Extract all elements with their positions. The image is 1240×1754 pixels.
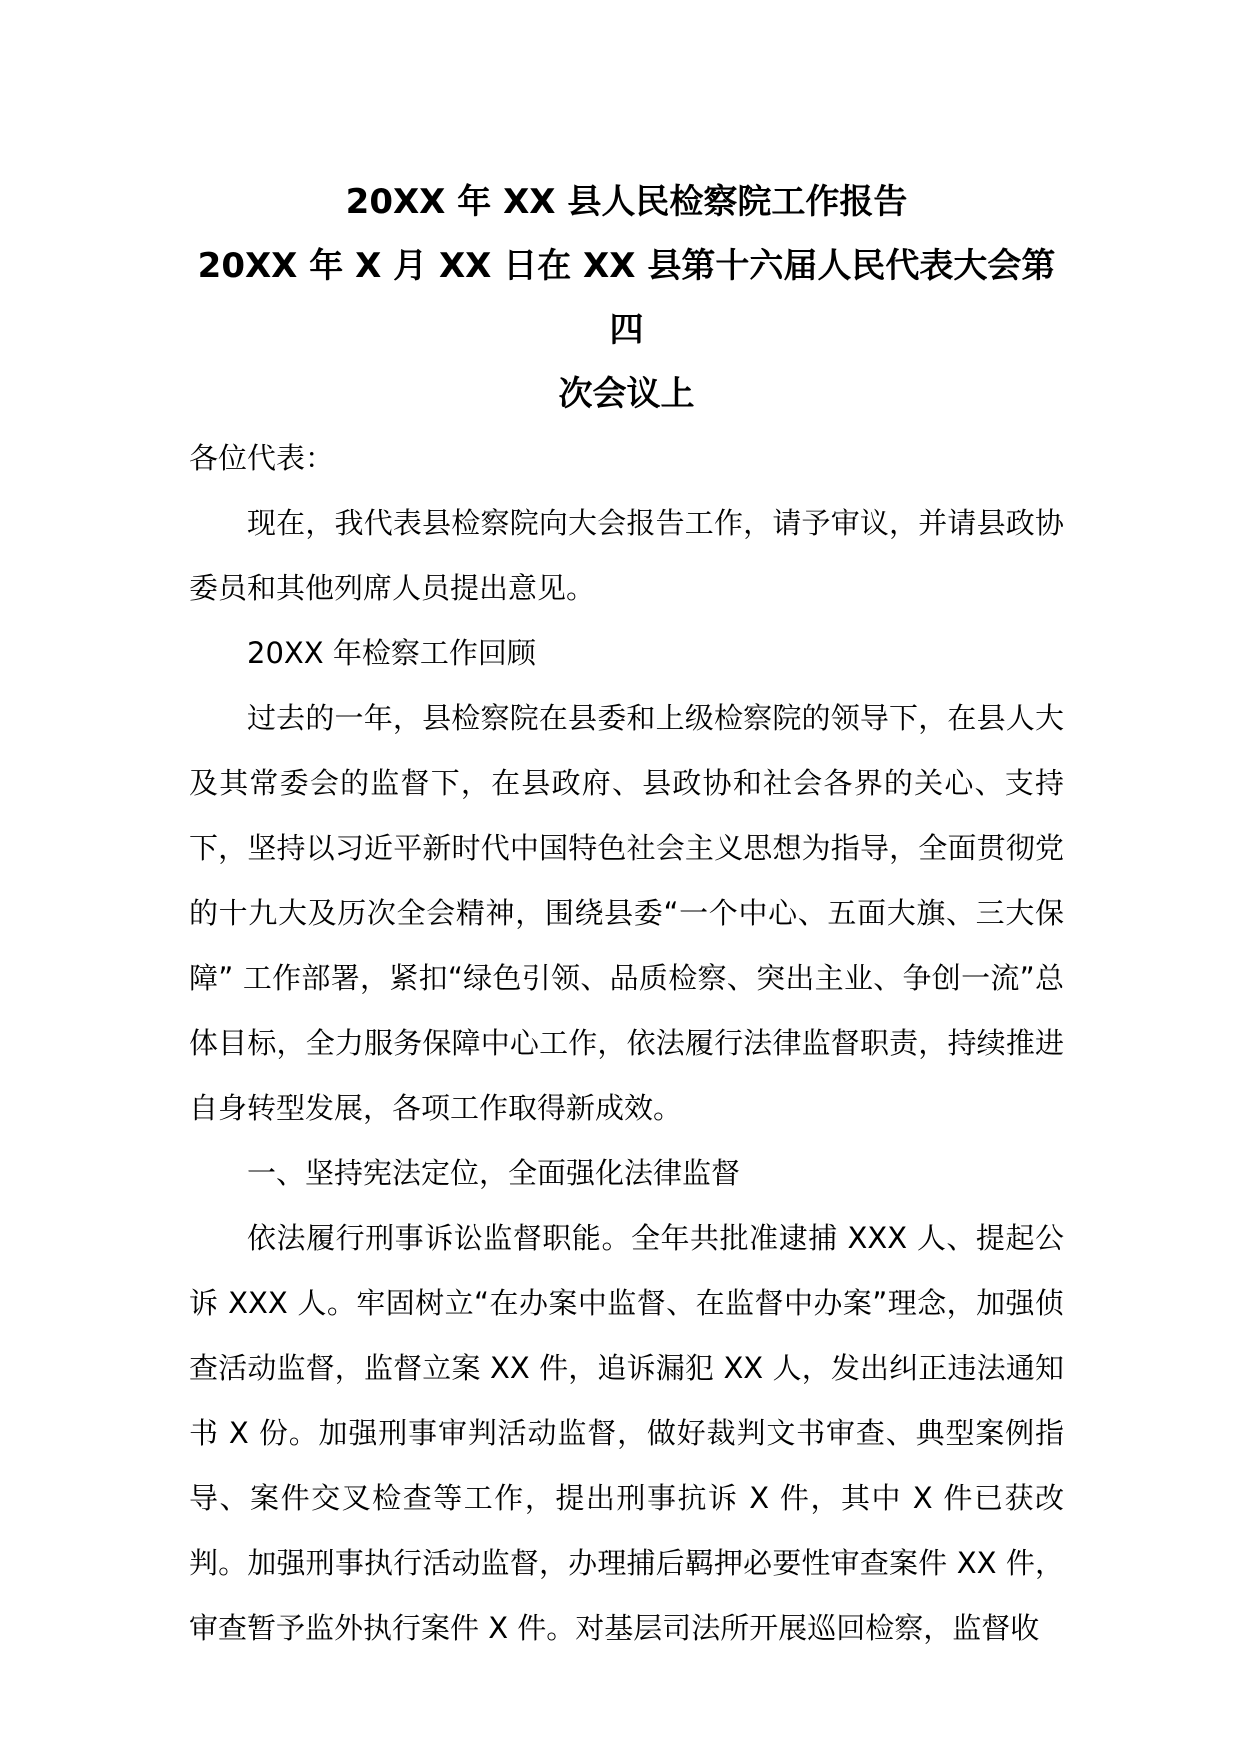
section-heading-1: 一、坚持宪法定位，全面强化法律监督: [247, 1156, 741, 1190]
title-line: 20XX 年 XX 县人民检察院工作报告: [345, 182, 908, 222]
intro-paragraph: 现在，我代表县检察院向大会报告工作，请予审议，并请县政协委员和其他列席人员提出意见。: [189, 506, 1064, 605]
document-page: [189, 170, 1064, 1661]
review-paragraph: 过去的一年，县检察院在县委和上级检察院的领导下，在县人大及其常委会的监督下，在县政府、县政协和社会各界的关心、支持下，坚持以习近平新时代中国特色社会主义思想为指导，全面贯彻党的十九大及历次全会精神，围绕县委“一个中心、五面大旗、三大保障” 工作部署，紧扣“绿色引领、品质检察、突出主业、争创一流”总体目标，全力服务保障中心工作，依法履行法律监督职责，持续推进自身转型发展，各项工作取得新成效。: [189, 701, 1064, 1125]
subtitle-line: 20XX 年 X 月 XX 日在 XX 县第十六届人民代表大会第四: [197, 246, 1056, 350]
subtitle-line-continued: 次会议上: [558, 374, 695, 414]
salutation: 各位代表：: [189, 441, 335, 475]
document-body: [189, 426, 1064, 1661]
section-heading-review: 20XX 年检察工作回顾: [247, 636, 536, 670]
criminal-supervision-paragraph: 依法履行刑事诉讼监督职能。全年共批准逮捕 XXX 人、提起公诉 XXX 人。牢固树立“在办案中监督、在监督中办案”理念，加强侦查活动监督，监督立案 XX 件，追诉漏犯 XX 人，发出纠正违法通知书 X 份。加强刑事审判活动监督，做好裁判文书审查、典型案例指导、案件交叉检查等工作，提出刑事抗诉 X 件，其中 X 件已获改判。加强刑事执行活动监督，办理捕后羁押必要性审查案件 XX 件，审查暂予监外执行案件 X 件。对基层司法所开展巡回检察，监督收: [189, 1221, 1064, 1645]
document-title: [189, 170, 1064, 426]
